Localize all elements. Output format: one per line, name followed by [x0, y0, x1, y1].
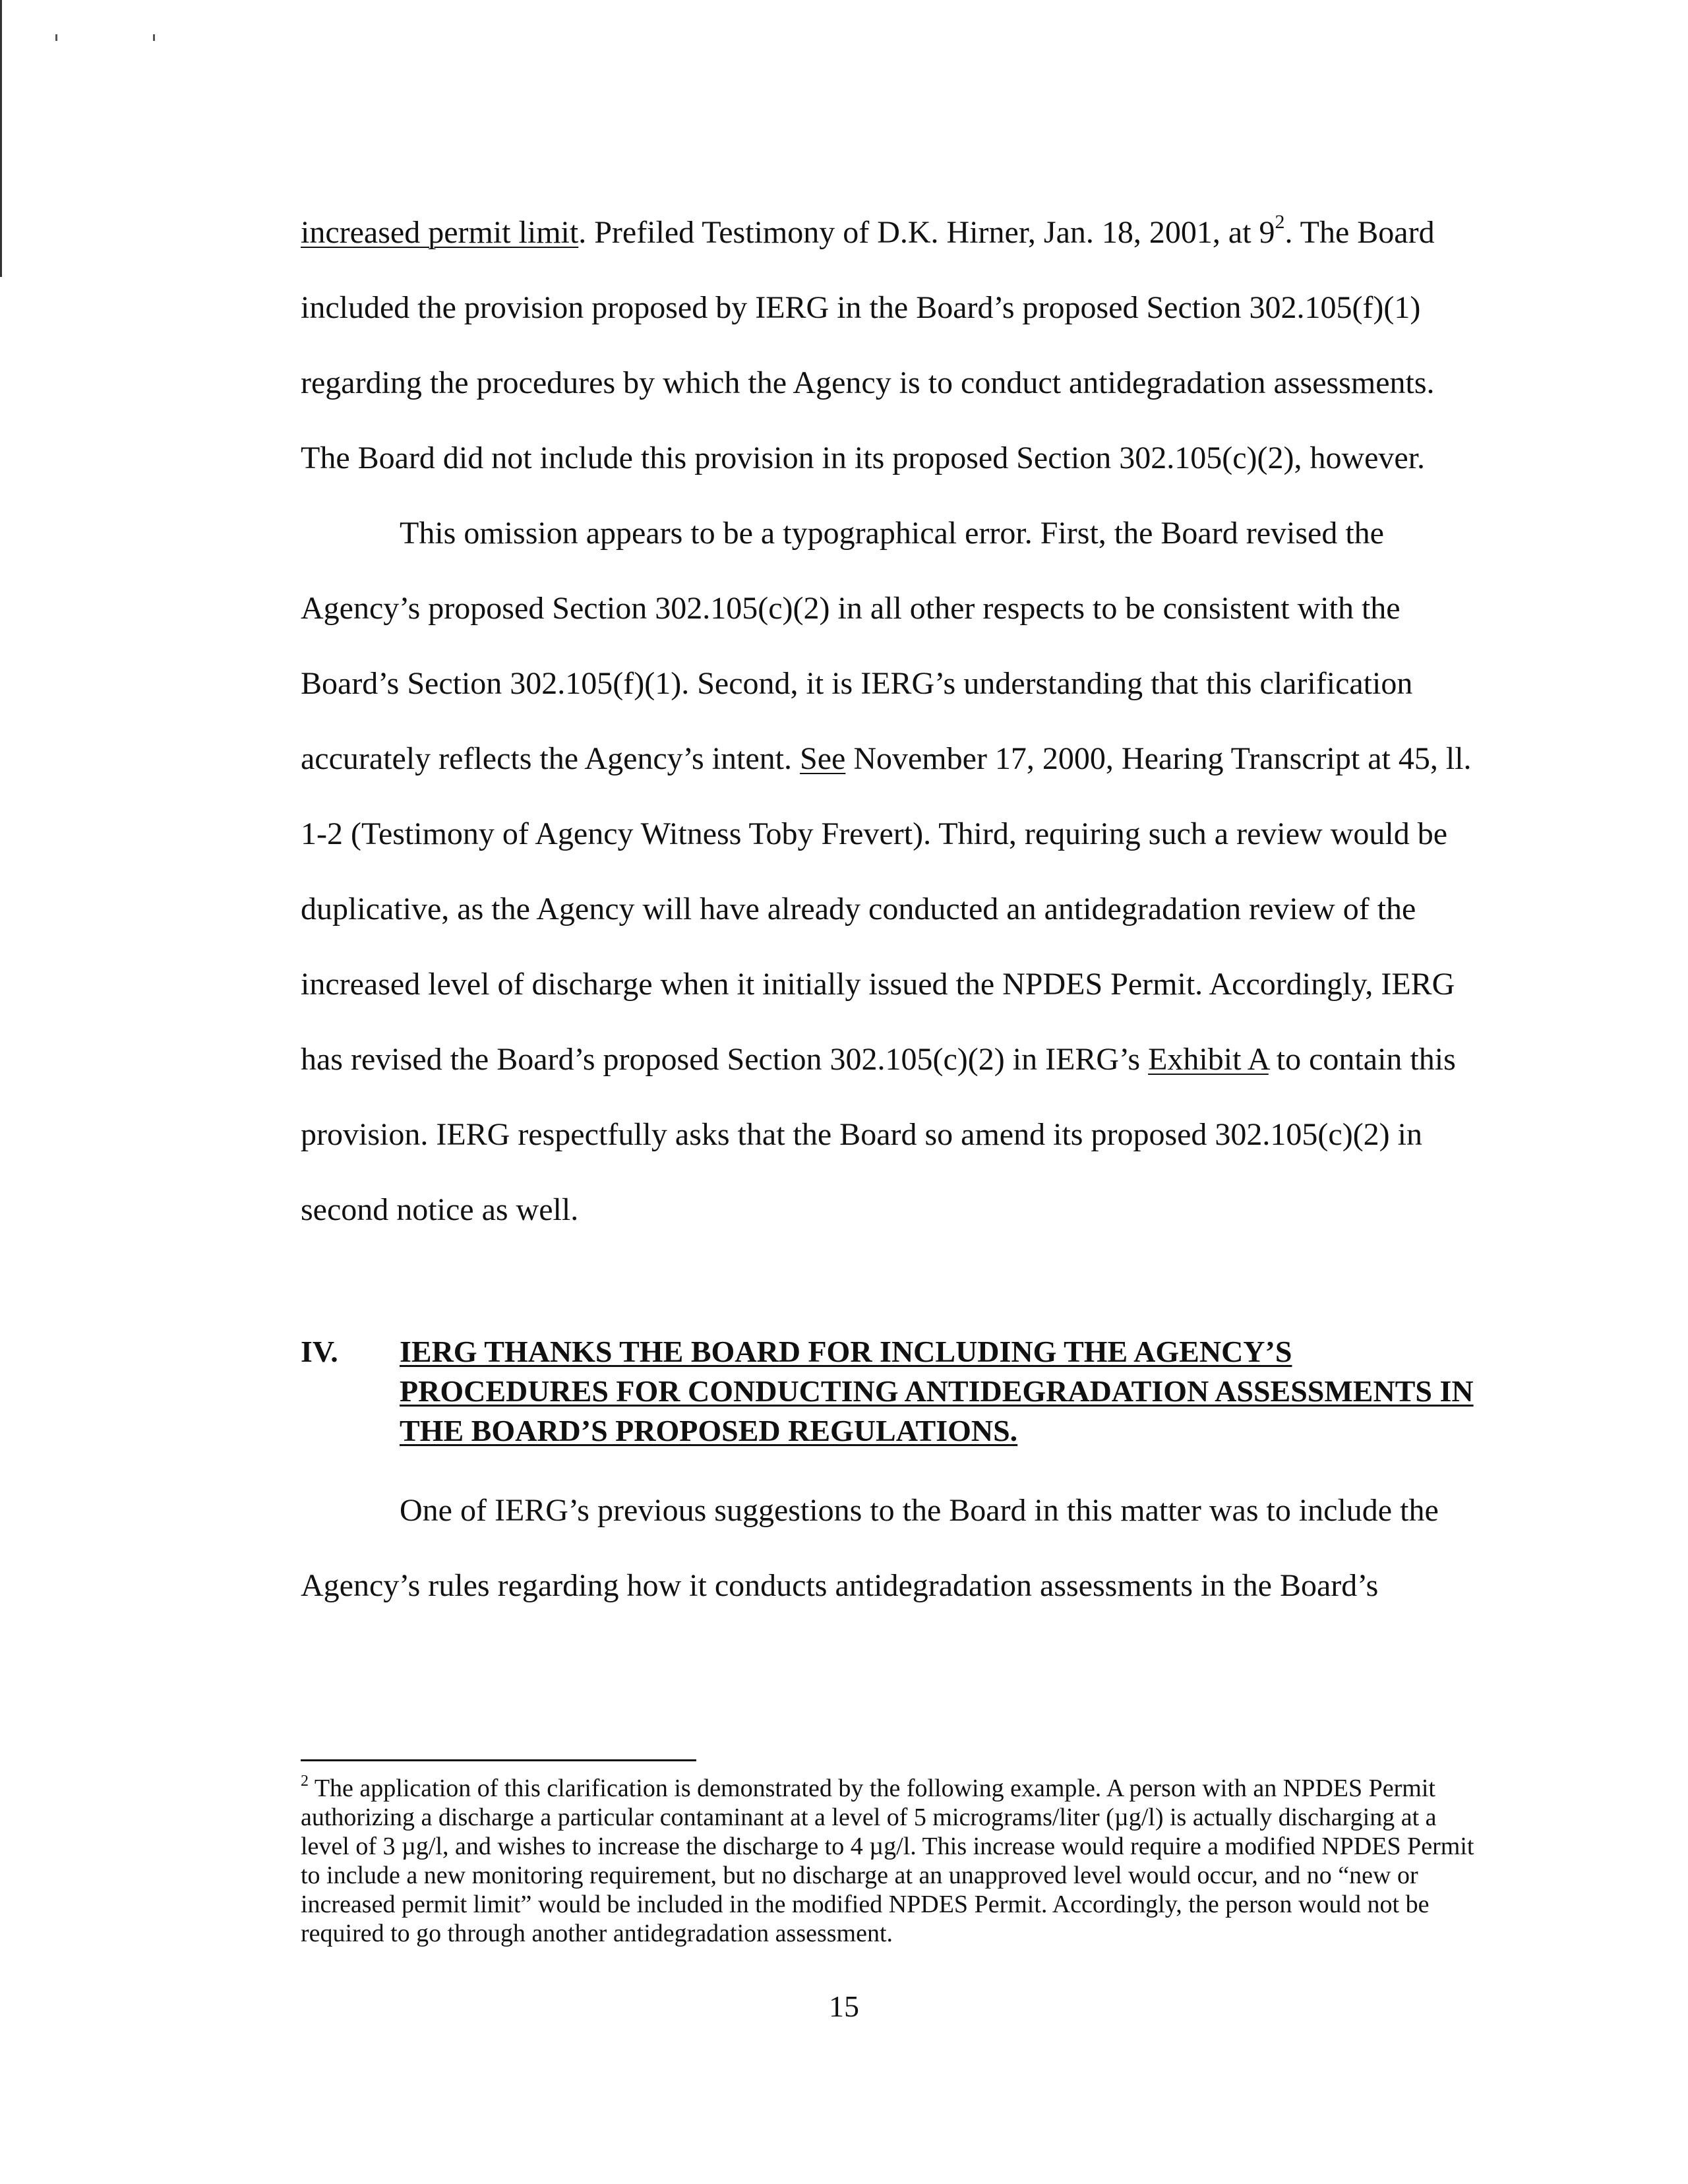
paragraph-2-text-c: to contain this provision. IERG respectfully asks that the Board so amend its proposed 302.105(c)(2) in second notice as well. [301, 1042, 1456, 1227]
see-signal: See [800, 741, 846, 776]
paragraph-1-text-a: . Prefiled Testimony of D.K. Hirner, Jan. 18, 2001, at 9 [578, 215, 1275, 250]
paragraph-2 [301, 496, 1481, 1248]
scan-speck [153, 34, 155, 41]
page-number: 15 [829, 1989, 859, 2023]
footnote [301, 1774, 1481, 1948]
scan-edge-mark [0, 0, 2, 277]
scan-speck [55, 34, 57, 41]
footnote-marker: 2 [301, 1773, 309, 1790]
body-text-lower [301, 1473, 1481, 1623]
section-heading [301, 1332, 1481, 1451]
section-number: IV. [301, 1335, 338, 1368]
paragraph-1-text-b: . The Board included the provision proposed by IERG in the Board’s proposed Section 302.105(f)(1) regarding the procedures by which the Agency is to conduct antidegradation assessments. The Board did not include this provision in its proposed Section 302.105(c)(2), however. [301, 215, 1435, 475]
paragraph-2-text-b: November 17, 2000, Hearing Transcript at 45, ll. 1-2 (Testimony of Agency Witness Toby Frevert). Third, requiring such a review would be duplicative, as the Agency will have already conducted an antidegradation review of the increased level of discharge when it initially issued the NPDES Permit. Accordingly, IERG has revised the Board’s proposed Section 302.105(c)(2) in IERG’s [301, 741, 1472, 1077]
exhibit-reference: Exhibit A [1148, 1042, 1269, 1077]
footnote-divider [301, 1759, 696, 1761]
paragraph-3: One of IERG’s previous suggestions to the Board in this matter was to include the Agency’s rules regarding how it conducts antidegradation assessments in the Board’s [301, 1493, 1439, 1603]
paragraph-2-text-a: This omission appears to be a typographical error. First, the Board revised the Agency’s proposed Section 302.105(c)(2) in all other respects to be consistent with the Board’s Section 302.105(f)(1). Second, it is IERG’s understanding that this clarification accurately reflects the Agency’s intent. [301, 516, 1413, 776]
footnote-text: The application of this clarification is demonstrated by the following example. A person with an NPDES Permit authorizing a discharge a particular contaminant at a level of 5 micrograms/liter (µg/l) is actually discharging at a level of 3 µg/l, and wishes to increase the discharge to 4 µg/l. This increase would require a modified NPDES Permit to include a new monitoring requirement, but no discharge at an unapproved level would occur, and no “new or increased permit limit” would be included in the modified NPDES Permit. Accordingly, the person would not be required to go through another antidegradation assessment. [301, 1774, 1474, 1947]
paragraph-1 [301, 195, 1481, 496]
footnote-reference: 2 [1275, 211, 1285, 233]
section-title: IERG THANKS THE BOARD FOR INCLUDING THE AGENCY’S PROCEDURES FOR CONDUCTING ANTIDEGRADATION ASSESSMENTS IN THE BOARD’S PROPOSED REGULATIONS. [400, 1335, 1474, 1447]
body-text-upper [301, 195, 1481, 1248]
underlined-phrase: increased permit limit [301, 215, 579, 250]
